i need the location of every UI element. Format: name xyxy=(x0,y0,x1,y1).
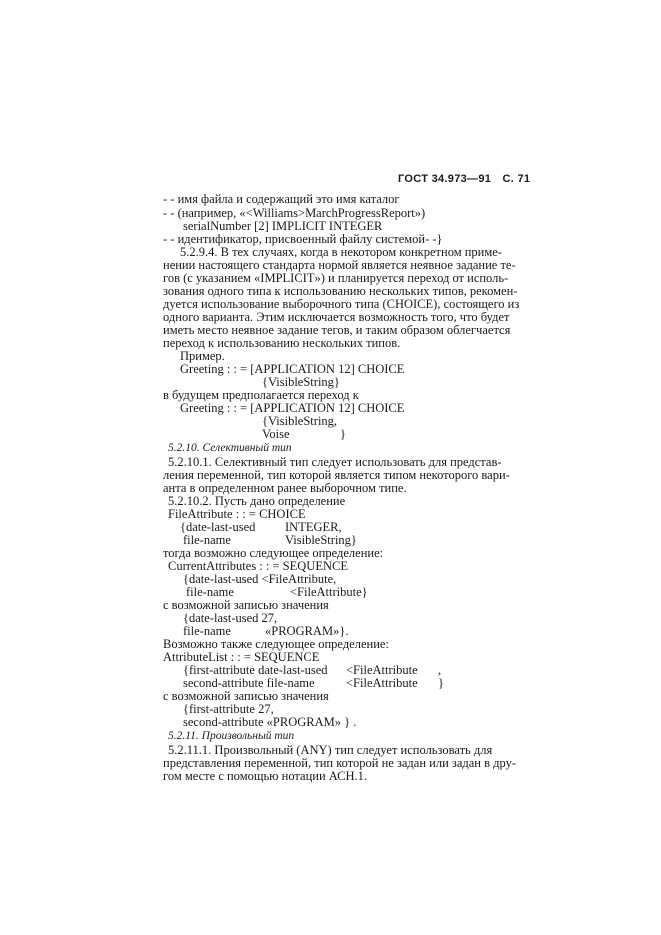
code-second-attribute-type: <FileAttribute xyxy=(346,676,418,690)
text-future-transition: в будущем предполагается переход к xyxy=(163,388,359,402)
value-file-name: file-name xyxy=(183,624,231,638)
paragraph-5-2-9-4-line-7: иметь место неявное задание тегов, и таким образом облегчается xyxy=(163,323,511,337)
paragraph-5-2-10-1-line-2: ления переменной, тип которой является типом некоторого вари- xyxy=(163,468,510,482)
text-then-definition: тогда возможно следующее определение: xyxy=(163,546,384,560)
code-greeting-2: Greeting : : = [APPLICATION 12] CHOICE xyxy=(180,401,405,415)
code-current-file-name-type: <FileAttribute} xyxy=(290,585,368,599)
code-date-last-used: {date-last-used xyxy=(180,520,256,534)
code-current-date-last-used: {date-last-used <FileAttribute, xyxy=(183,572,337,586)
code-line-serial-number: serialNumber [2] IMPLICIT INTEGER xyxy=(183,219,383,233)
standard-number: ГОСТ 34.973—91 xyxy=(398,173,492,185)
code-first-attribute: {first-attribute date-last-used xyxy=(183,663,328,677)
text-value-notation-1: с возможной записью значения xyxy=(163,598,329,612)
paragraph-5-2-9-4-line-8: переход к использованию нескольких типов. xyxy=(163,336,401,350)
paragraph-5-2-9-4-line-6: одного варианта. Этим исключается возможность того, что будет xyxy=(163,310,510,324)
code-current-attributes: CurrentAttributes : : = SEQUENCE xyxy=(168,559,348,573)
comment-line-1: - - имя файла и содержащий это имя каталог xyxy=(163,192,400,206)
code-first-attribute-comma: , xyxy=(438,663,442,677)
code-integer-type: INTEGER, xyxy=(285,520,342,534)
paragraph-5-2-11-1-line-3: гом месте с помощью нотации АСН.1. xyxy=(163,769,368,783)
paragraph-5-2-10-1-line-1: 5.2.10.1. Селективный тип следует использовать для представ- xyxy=(168,455,502,469)
code-first-attribute-type: <FileAttribute xyxy=(346,663,418,677)
code-greeting-2-alt-1: {VisibleString, xyxy=(262,414,338,428)
code-greeting-2-close: } xyxy=(340,427,346,441)
page-number: С. 71 xyxy=(502,173,531,185)
section-heading-5-2-11: 5.2.11. Произвольный тип xyxy=(168,730,295,742)
value-date-last-used: {date-last-used 27, xyxy=(183,611,278,625)
example-label: Пример. xyxy=(180,349,225,363)
paragraph-5-2-9-4-line-2: нении настоящего стандарта нормой является неявное задание те- xyxy=(163,258,516,272)
text-also-definition: Возможно также следующее определение: xyxy=(163,637,389,651)
code-greeting-1: Greeting : : = [APPLICATION 12] CHOICE xyxy=(180,362,405,376)
paragraph-5-2-11-1-line-2: представления переменной, тип которой не задан или задан в дру- xyxy=(163,756,516,770)
paragraph-5-2-10-1-line-3: анта в определенном ранее выборочном типе. xyxy=(163,481,407,495)
paragraph-5-2-9-4-line-5: дуется использование выборочного типа (CHOICE), состоящего из xyxy=(163,297,520,311)
paragraph-5-2-9-4-line-4: зования одного типа к использованию нескольких типов, рекомен- xyxy=(163,284,518,298)
paragraph-5-2-11-1-line-1: 5.2.11.1. Произвольный (ANY) тип следует использовать для xyxy=(168,743,493,757)
section-heading-5-2-10: 5.2.10. Селективный тип xyxy=(168,442,292,454)
paragraph-5-2-9-4-line-3: гов (с указанием «IMPLICIT») и планируется переход от исполь- xyxy=(163,271,509,285)
code-second-attribute: second-attribute file-name xyxy=(183,676,315,690)
text-value-notation-2: с возможной записью значения xyxy=(163,689,329,703)
code-greeting-1-alt: {VisibleString} xyxy=(262,375,340,389)
comment-line-2: - - (например, «<Williams>MarchProgressReport») xyxy=(163,206,426,220)
code-second-attribute-close: } xyxy=(438,676,444,690)
code-attribute-list: AttributeList : : = SEQUENCE xyxy=(163,650,320,664)
code-visiblestring-type: VisibleString} xyxy=(285,533,357,547)
running-header xyxy=(398,173,530,185)
code-greeting-2-alt-2: Voise xyxy=(262,427,290,441)
value-program: «PROGRAM»}. xyxy=(265,624,349,638)
code-current-file-name: file-name xyxy=(186,585,234,599)
value-first-attribute: {first-attribute 27, xyxy=(183,702,274,716)
paragraph-5-2-10-2: 5.2.10.2. Пусть дано определение xyxy=(168,494,346,508)
value-second-attribute: second-attribute «PROGRAM» } . xyxy=(183,715,357,729)
code-file-name: file-name xyxy=(183,533,231,547)
paragraph-5-2-9-4-line-1: 5.2.9.4. В тех случаях, когда в некотором конкретном приме- xyxy=(180,245,502,259)
comment-line-3: - - идентификатор, присвоенный файлу системой- -} xyxy=(163,232,443,246)
code-file-attribute: FileAttribute : : = CHOICE xyxy=(168,507,306,521)
